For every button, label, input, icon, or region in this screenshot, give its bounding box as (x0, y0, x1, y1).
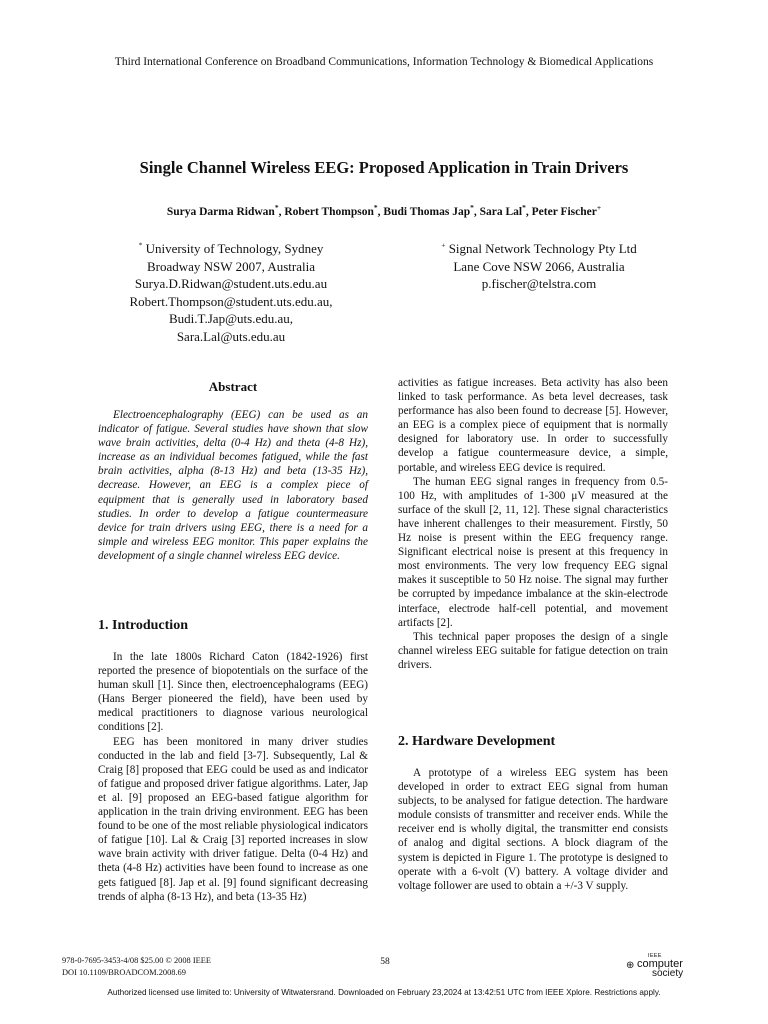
introduction-body (98, 650, 368, 904)
paragraph: This technical paper proposes the design of a single channel wireless EEG suitable for fatigue detection on train drivers. (398, 630, 668, 671)
author-name: Peter Fischer (531, 206, 597, 218)
section-heading-introduction: 1. Introduction (98, 618, 188, 633)
affiliation-signal-network (408, 240, 670, 293)
paragraph: A prototype of a wireless EEG system has been developed in order to extract EEG signal from human subjects, to be analysed for fatigue detection. The hardware module consists of transmitter and receiver ends. While the receiver end is wholly digital, the transmitter end consists of analog and digital sections. A block diagram of the system is depicted in Figure 1. The prototype is designed to operate with a 6-volt (V) battery. A voltage divider and voltage follower are used to obtain a +/-3 V supply. (398, 767, 668, 892)
right-column-body (398, 376, 668, 672)
email-text: p.fischer@telstra.com (481, 276, 597, 292)
author-mark: + (596, 203, 602, 213)
paragraph: The human EEG signal ranges in frequency from 0.5-100 Hz, with amplitudes of 1-300 μV measured at the surface of the skull [2, 11, 12]. These signal characteristics have inherent challenges to their measurement. Firstly, 50 Hz noise is present within the EEG frequency range. Significant electrical noise is present at this frequency in most environments. The very low frequency EEG signal makes it susceptible to 50 Hz noise. The signal may further be corrupted by impedance imbalance at the skin-electrode interface, electrode half-cell potential, and movement artifacts [2]. (398, 475, 668, 629)
affiliation-line: Lane Cove NSW 2066, Australia (453, 258, 625, 274)
page-number: 58 (380, 957, 390, 967)
email-text: Robert.Thompson@student.uts.edu.au, (129, 293, 333, 309)
affiliation-line: University of Technology, Sydney (142, 241, 324, 256)
abstract-heading: Abstract (208, 379, 258, 394)
affiliation-line: Broadway NSW 2007, Australia (146, 258, 316, 274)
affiliation-line: Signal Network Technology Pty Ltd (445, 241, 637, 256)
author-name: Budi Thomas Jap (383, 206, 471, 218)
author-list (0, 203, 768, 218)
author-name: Robert Thompson (284, 206, 374, 218)
author-separator: , (525, 206, 532, 218)
hardware-body (398, 766, 668, 893)
affiliation-mark: + (441, 240, 446, 250)
paragraph: activities as fatigue increases. Beta activity has also been linked to task performance. As beta level decreases, task performance has also been found to decrease [5]. However, an EEG is a complex piece of equipment that is normally designed for laboratory use. In order to successfully develop a fatigue countermeasure device, a simple, portable, and wireless EEG device is required. (398, 377, 668, 474)
author-separator: , (473, 206, 480, 218)
conference-header: Third International Conference on Broadband Communications, Information Technology & Biomedical Applications (114, 56, 654, 68)
logo-computer-text: computer (637, 958, 683, 970)
author-mark: * (373, 203, 378, 213)
author-mark: * (470, 203, 474, 213)
ieee-computer-society-logo (626, 953, 698, 981)
abstract-paragraph: Electroencephalography (EEG) can be used as an indicator of fatigue. Several studies have shown that slow wave brain activities, delta (0-4 Hz) and theta (4-8 Hz), increase as an individual becomes fatigued, while the fast brain activities, alpha (8-13 Hz) and beta (13-35 Hz), decrease. However, an EEG is a complex piece of equipment that is generally used in laboratory based studies. In order to develop a fatigue countermeasure device for train drivers using EEG, there is a need for a simple and wireless EEG monitor. This paper explains the development of a single channel wireless EEG device. (98, 409, 368, 562)
paragraph: EEG has been monitored in many driver studies conducted in the lab and field [3-7]. Subsequently, Lal & Craig [8] proposed that EEG could be used as and indicator of fatigue and proposed driver fatigue algorithms. Later, Jap et al. [9] proposed an EEG-based fatigue algorithm for application in the train driving environment. EEG has been found to be one of the most reliable physiological indicators of fatigue [10]. Lal & Craig [3] reported increases in slow wave brain activity with driver fatigue. Delta (0-4 Hz) and theta (4-8 Hz) activities have been found to increase as one gets fatigued [8]. Jap et al. [9] found significant decreasing trends of alpha (8-13 Hz), and beta (13-35 Hz) (98, 735, 368, 903)
affiliation-uts (100, 240, 362, 346)
isbn-text: 978-0-7695-3453-4/08 $25.00 © 2008 IEEE (62, 956, 211, 965)
author-name: Sara Lal (479, 206, 523, 218)
logo-society-text: society (652, 968, 684, 979)
paper-title: Single Channel Wireless EEG: Proposed Application in Train Drivers (139, 158, 629, 177)
logo-ieee-text: IEEE (648, 953, 662, 959)
author-separator: , (377, 206, 384, 218)
author-mark: * (522, 203, 526, 213)
author-mark: * (274, 203, 279, 213)
paragraph: In the late 1800s Richard Caton (1842-1926) first reported the presence of biopotentials on the surface of the human skull [1]. Since then, electroencephalograms (EEG) (Hans Berger pioneered the field), have been used by medical practitioners to diagnose various neurological conditions [2]. (98, 651, 368, 734)
affiliation-mark: * (138, 240, 143, 250)
author-separator: , (278, 206, 285, 218)
email-text: Sara.Lal@uts.edu.au (176, 328, 286, 344)
license-notice: Authorized licensed use limited to: University of Witwatersrand. Downloaded on February 23,2024 at 13:42:51 UTC from IEEE Xplore. Restrictions apply. (107, 988, 661, 997)
abstract-body (98, 408, 368, 563)
author-name: Surya Darma Ridwan (166, 206, 275, 218)
email-text: Budi.T.Jap@uts.edu.au, (168, 311, 294, 327)
section-heading-hardware: 2. Hardware Development (398, 734, 556, 749)
email-text: Surya.D.Ridwan@student.uts.edu.au (134, 276, 328, 292)
globe-icon: ⊕ (626, 960, 635, 971)
doi-text: DOI 10.1109/BROADCOM.2008.69 (62, 968, 186, 978)
footer-citation (62, 955, 211, 980)
